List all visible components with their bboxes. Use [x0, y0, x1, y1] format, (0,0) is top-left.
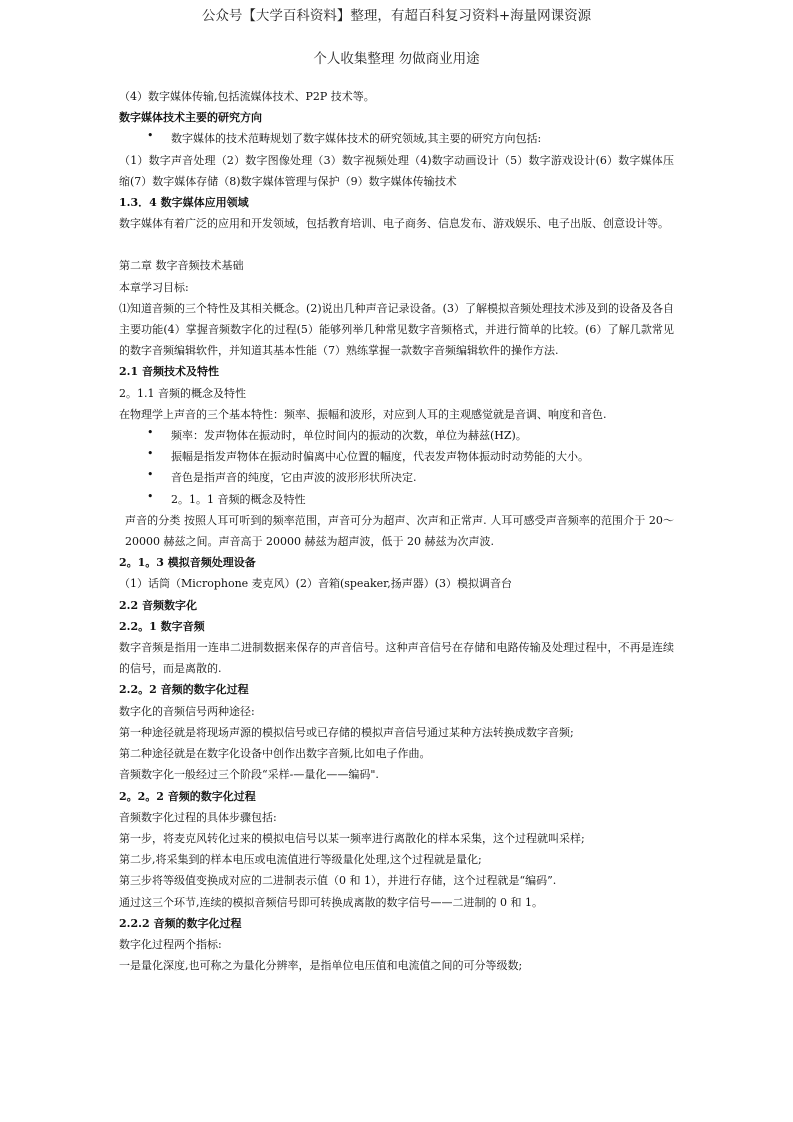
section-heading: 2.2。1 数字音频 — [119, 619, 205, 633]
text-line: （1）话筒（Microphone 麦克风）(2）音箱(speaker,扬声器）(3）模拟调音台 — [119, 577, 513, 591]
text-paragraph: 声音的分类 按照人耳可听到的频率范围，声音可分为超声、次声和正常声. 人耳可感受声音频率的范围介于 20～20000 赫兹之间。声音高于 20000 赫兹为超声波，低于 20 赫兹为次声波. — [125, 513, 674, 549]
text-line: 本章学习目标: — [119, 280, 189, 294]
bullet-item — [119, 128, 674, 149]
text-line: 第三步将等级值变换成对应的二进制表示值（0 和 1），并进行存储，这个过程就是“编码”. — [119, 874, 557, 888]
text-line: 数字化过程两个指标: — [119, 937, 222, 951]
section-heading: 数字媒体技术主要的研究方向 — [119, 111, 262, 125]
text-line: 一是量化深度,也可称之为量化分辨率，是指单位电压值和电流值之间的可分等级数; — [119, 959, 523, 973]
text-paragraph: ⑴知道音频的三个特性及其相关概念。(2)说出几种声音记录设备。(3）了解模拟音频处理技术涉及到的设备及各自主要功能(4）掌握音频数字化的过程(5）能够列举几种常见数字音频格式，并进行简单的比较。(6）了解几款常见的数字音频编辑软件，并知道其基本性能（7）熟练掌握一款数字音频编辑软件的操作方法. — [119, 301, 674, 358]
bullet-text: 音色是指声音的纯度，它由声波的波形形状所决定. — [171, 471, 417, 485]
bullet-icon: • — [147, 468, 154, 482]
bullet-item — [119, 489, 674, 510]
bullet-text: 振幅是指发声物体在振动时偏离中心位置的幅度，代表发声物体振动时动势能的大小。 — [171, 450, 589, 464]
section-heading: 2.2.2 音频的数字化过程 — [119, 916, 242, 930]
text-line: 第二步,将采集到的样本电压或电流值进行等级量化处理,这个过程就是量化; — [119, 853, 482, 867]
bullet-item — [119, 467, 674, 488]
text-line: 音频数字化过程的具体步骤包括: — [119, 810, 277, 824]
text-paragraph: （1）数字声音处理（2）数字图像处理（3）数字视频处理（4)数字动画设计（5）数字游戏设计(6）数字媒体压缩(7）数字媒体存储（8)数字媒体管理与保护（9）数字媒体传输技术 — [119, 153, 674, 188]
text-line: 通过这三个环节,连续的模拟音频信号即可转换成离散的数字信号——二进制的 0 和 1。 — [119, 895, 543, 909]
text-line: 第一步，将麦克风转化过来的模拟电信号以某一频率进行离散化的样本采集，这个过程就叫采样; — [119, 831, 585, 845]
chapter-title: 第二章 数字音频技术基础 — [119, 259, 244, 273]
text-line: 音频数字化一般经过三个阶段“采样-—量化——编码". — [119, 768, 379, 782]
bullet-icon: • — [147, 426, 154, 440]
text-paragraph: 数字音频是指用一连串二进制数据来保存的声音信号。这种声音信号在存储和电路传输及处理过程中，不再是连续的信号，而是离散的. — [119, 641, 674, 676]
bullet-text: 频率：发声物体在振动时，单位时间内的振动的次数，单位为赫兹(HZ)。 — [171, 429, 527, 443]
text-line: 数字化的音频信号两种途径: — [119, 704, 255, 718]
section-heading: 2.1 音频技术及特性 — [119, 365, 219, 379]
bullet-icon: • — [147, 447, 154, 461]
bullet-text: 2。1。1 音频的概念及特性 — [171, 492, 306, 506]
blank-line — [119, 234, 674, 255]
bullet-item — [119, 425, 674, 446]
bullet-icon: • — [147, 489, 154, 503]
section-heading: 2.2。2 音频的数字化过程 — [119, 683, 249, 697]
section-heading: 2。2。2 音频的数字化过程 — [119, 789, 256, 803]
bullet-icon: • — [147, 129, 154, 143]
text-line: 在物理学上声音的三个基本特性：频率、振幅和波形，对应到人耳的主观感觉就是音调、响度和音色. — [119, 407, 607, 421]
section-heading: 2。1。3 模拟音频处理设备 — [119, 556, 256, 570]
watermark-header: 公众号【大学百科资料】整理，有超百科复习资料+海量网课资源 — [201, 8, 592, 24]
text-line: （4）数字媒体传输,包括流媒体技术、P2P 技术等。 — [119, 90, 375, 103]
document-body — [119, 86, 674, 976]
bullet-text: 数字媒体的技术范畴规划了数字媒体技术的研究领域,其主要的研究方向包括: — [171, 132, 542, 146]
section-heading: 1.3．4 数字媒体应用领域 — [119, 196, 249, 210]
text-line: 第二种途径就是在数字化设备中创作出数字音频,比如电子作曲。 — [119, 747, 431, 761]
page-subheader: 个人收集整理 勿做商业用途 — [313, 51, 480, 67]
text-paragraph: 数字媒体有着广泛的应用和开发领域，包括教育培训、电子商务、信息发布、游戏娱乐、电子出版、创意设计等。 — [119, 217, 669, 231]
bullet-item — [119, 446, 674, 467]
section-heading: 2.2 音频数字化 — [119, 598, 197, 612]
text-line: 第一种途径就是将现场声源的模拟信号或已存储的模拟声音信号通过某种方法转换成数字音频; — [119, 725, 574, 739]
subsection-heading: 2。1.1 音频的概念及特性 — [119, 386, 246, 400]
